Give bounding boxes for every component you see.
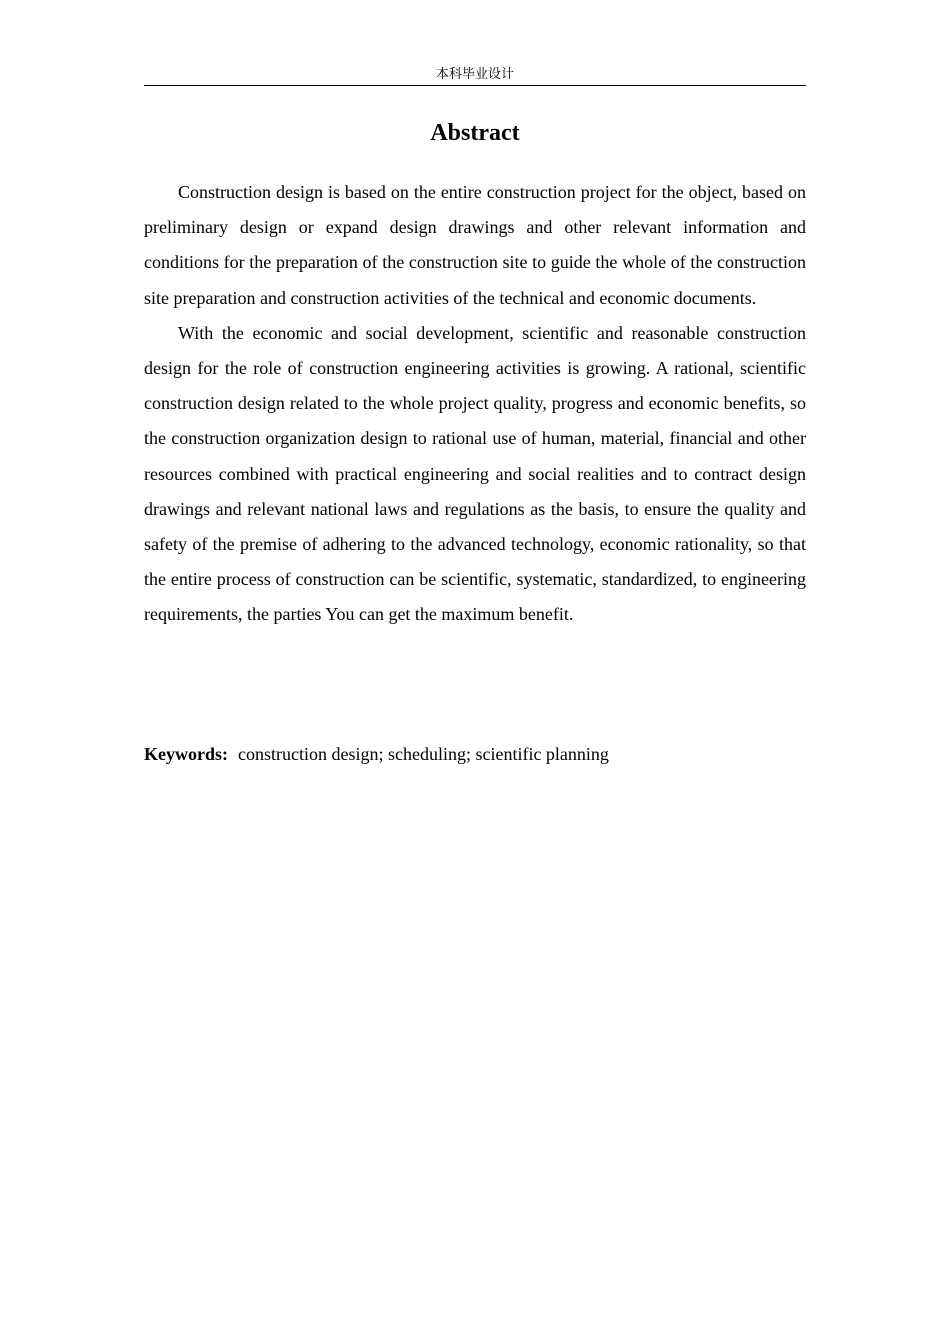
header-rule (144, 85, 806, 86)
abstract-paragraph-1: Construction design is based on the entire construction project for the object, based on preliminary design or expand design drawings and other relevant information and conditions for the preparation of the construction site to guide the whole of the construction site preparation and construction activities of the technical and economic documents. (144, 182, 806, 308)
keywords-line (144, 737, 806, 772)
running-header: 本科毕业设计 (435, 67, 514, 82)
keywords-text: construction design; scheduling; scientific planning (238, 744, 609, 764)
keywords-label: Keywords: (144, 744, 228, 764)
abstract-paragraph-2: With the economic and social development, scientific and reasonable construction design for the role of construction engineering activities is growing. A rational, scientific construction design related to the whole project quality, progress and economic benefits, so the construction organization design to rational use of human, material, financial and other resources combined with practical engineering and social realities and to contract design drawings and relevant national laws and regulations as the basis, to ensure the quality and safety of the premise of adhering to the advanced technology, economic rationality, so that the entire process of construction can be scientific, systematic, standardized, to engineering requirements, the parties You can get the maximum benefit. (144, 322, 806, 625)
abstract-title: Abstract (430, 120, 520, 146)
abstract-body (144, 175, 806, 633)
